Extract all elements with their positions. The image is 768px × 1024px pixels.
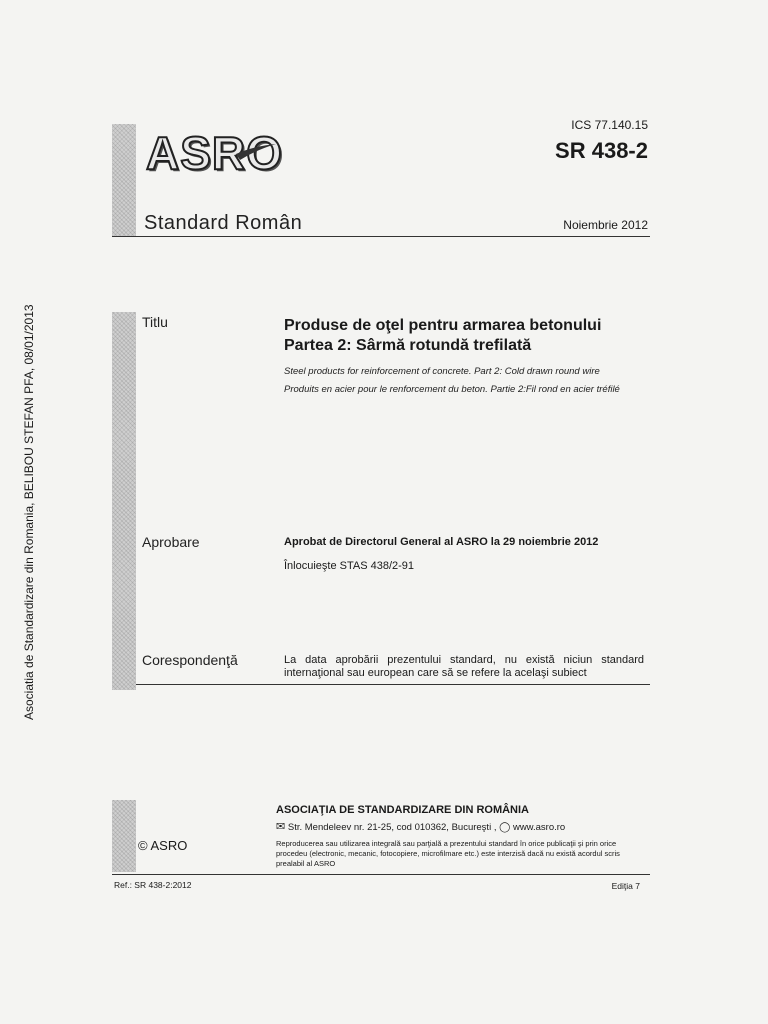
logo-swoosh-icon [236,136,276,162]
corespondenta-text: La data aprobării prezentului standard, nu există niciun standard internaţional sau european care să se refere la acelaşi subiect [284,654,644,679]
website-link[interactable]: www.asro.ro [512,822,566,833]
envelope-icon: ✉ [276,821,286,833]
header-rule [112,236,650,237]
corespondenta-label: Corespondenţă [142,652,238,668]
title-french: Produits en acier pour le renforcement du beton. Partie 2:Fil rond en acier tréfilé [284,384,620,395]
address-text: Str. Mendeleev nr. 21-25, cod 010362, Bucureşti , [287,822,497,833]
header-shade-block [112,124,136,236]
titlu-label: Titlu [142,314,168,330]
reference-code: Ref.: SR 438-2:2012 [114,880,192,890]
standard-label: Standard Român [144,212,303,234]
copyright-label: © ASRO [138,838,188,853]
asro-logo: ASRO [146,127,283,179]
title-line1: Produse de oţel pentru armarea betonului [284,317,602,334]
footer-rule [112,874,650,875]
globe-icon: ◯ [499,822,511,833]
association-name: ASOCIAŢIA DE STANDARDIZARE DIN ROMÂNIA [276,804,529,816]
legal-notice: Reproducerea sau utilizarea integrală sau parţială a prezentului standard în orice publicaţii şi prin orice procedeu (electronic, mecanic, fotocopiere, microfilmare etc.) este interzisă dacă nu există acordul scris prealabil al ASRO [276,839,620,868]
title-main [284,316,664,356]
standard-code: SR 438-2 [555,138,648,163]
title-english: Steel products for reinforcement of concrete. Part 2: Cold drawn round wire [284,366,600,377]
address-line [276,820,565,833]
side-watermark: Asociatia de Standardizare din Romania, BELIBOU STEFAN PFA, 08/01/2013 [22,304,36,720]
title-line2: Partea 2: Sârmă rotundă trefilată [284,337,532,354]
corespondenta-rule [136,684,650,685]
replaces-text: Înlocuieşte STAS 438/2-91 [284,560,415,572]
edition-label: Ediţia 7 [611,881,640,891]
footer-shade [112,800,136,872]
publication-date: Noiembrie 2012 [563,218,648,232]
ics-code: ICS 77.140.15 [571,118,648,132]
titlu-shade [112,312,136,690]
aprobare-label: Aprobare [142,534,200,550]
approval-text: Aprobat de Directorul General al ASRO la 29 noiembrie 2012 [284,536,599,548]
